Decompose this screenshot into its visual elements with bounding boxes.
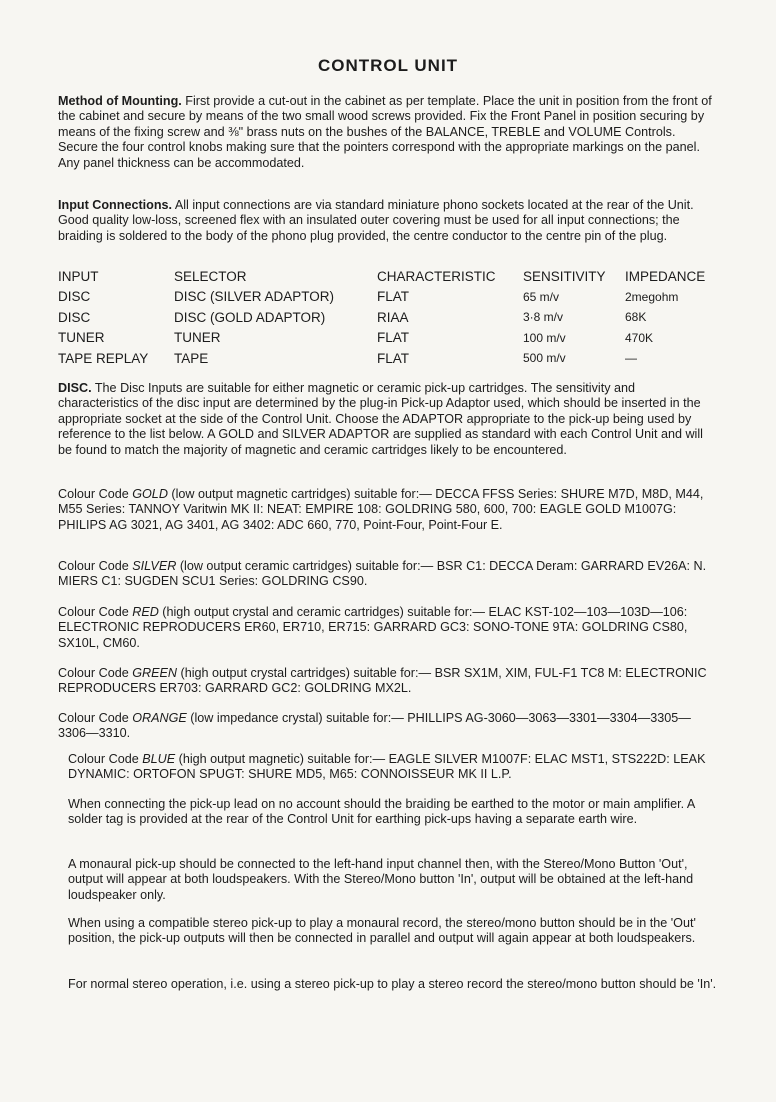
header-input: INPUT xyxy=(58,268,99,284)
header-sensitivity: SENSITIVITY xyxy=(523,268,606,284)
table-cell: DISC xyxy=(58,309,91,325)
colour-name: GREEN xyxy=(132,666,178,680)
colour-code-text: (high output crystal cartridges) suitable for:— BSR SX1M, XIM, FUL-F1 TC8 M: ELECTRONIC REPRODUCERS ER703: GARRARD GC2: GOLDRING MX2L. xyxy=(58,666,707,696)
page-title: CONTROL UNIT xyxy=(317,56,459,75)
colour-code-label: Colour Code xyxy=(58,666,133,680)
colour-code-blue xyxy=(68,752,726,783)
table-cell: — xyxy=(625,351,637,366)
colour-name: BLUE xyxy=(142,752,176,766)
note-text: A monaural pick-up should be connected to the left-hand input channel then, with the Stereo/Mono Button 'Out', output will appear at both loudspeakers. With the Stereo/Mono button 'In', output will be obtained at the left-hand loudspeaker only. xyxy=(68,857,694,902)
table-row xyxy=(58,328,728,349)
table-cell: 3·8 m/v xyxy=(523,310,564,325)
table-cell: DISC (SILVER ADAPTOR) xyxy=(174,289,335,305)
table-row xyxy=(58,348,728,369)
header-selector: SELECTOR xyxy=(174,268,247,284)
table-row xyxy=(58,307,728,328)
table-cell: RIAA xyxy=(377,309,409,325)
header-impedance: IMPEDANCE xyxy=(625,268,706,284)
table-cell: FLAT xyxy=(377,350,410,366)
colour-code-gold xyxy=(58,487,716,533)
colour-code-label: Colour Code xyxy=(58,605,133,619)
colour-code-text: (high output crystal and ceramic cartridges) suitable for:— ELAC KST-102—103—103D—106: ELECTRONIC REPRODUCERS ER60, ER710, ER715: GARRARD GC3: SONO-TONE 9TA: GOLDRING CS80, SX10L, CM60. xyxy=(58,605,688,650)
note-compatible-stereo xyxy=(68,916,726,947)
mounting-paragraph xyxy=(58,94,716,171)
input-connections-heading: Input Connections. xyxy=(58,198,173,212)
input-connections-paragraph xyxy=(58,198,716,244)
mounting-text: First provide a cut-out in the cabinet as per template. Place the unit in position from the front of the cabinet and secure by means of the two small wood screws provided. Fix the Front Panel in position securing by means of the fixing screw and ⅜" brass nuts on the bushes of the BALANCE, TREBLE and VOLUME Controls. Secure the four control knobs making sure that the pointers correspond with the appropriate markings on the panel. Any panel thickness can be accommodated. xyxy=(58,94,712,170)
table-cell: TUNER xyxy=(174,330,221,346)
colour-name: SILVER xyxy=(132,559,177,573)
table-cell: DISC xyxy=(58,289,91,305)
colour-code-orange xyxy=(58,711,716,742)
table-cell: 470K xyxy=(625,330,654,345)
colour-name: ORANGE xyxy=(132,711,187,725)
disc-text: The Disc Inputs are suitable for either magnetic or ceramic pick-up cartridges. The sensitivity and characteristics of the disc input are determined by the plug-in Pick-up Adaptor used, which should be inserted in the appropriate socket at the side of the Control Unit. Choose the ADAPTOR appropriate to the pick-up being used by reference to the list below. A GOLD and SILVER ADAPTOR are supplied as standard with each Control Unit and will be found to match the majority of magnetic and ceramic cartridges likely to be encountered. xyxy=(58,381,703,457)
note-earthing xyxy=(68,797,726,828)
colour-name: GOLD xyxy=(132,487,168,501)
mounting-heading: Method of Mounting. xyxy=(58,94,182,108)
disc-paragraph xyxy=(58,381,716,458)
colour-code-label: Colour Code xyxy=(58,559,133,573)
note-text: When connecting the pick-up lead on no account should the braiding be earthed to the motor or main amplifier. A solder tag is provided at the rear of the Control Unit for earthing pick-ups having a separate earth wire. xyxy=(68,797,695,827)
table-cell: 2megohm xyxy=(625,289,679,304)
disc-heading: DISC. xyxy=(58,381,92,395)
colour-code-label: Colour Code xyxy=(68,752,143,766)
note-text: When using a compatible stereo pick-up to play a monaural record, the stereo/mono button should be in the 'Out' position, the pick-up outputs will then be connected in parallel and output will again appear at both loudspeakers. xyxy=(68,916,696,946)
table-cell: 65 m/v xyxy=(523,289,560,304)
table-cell: DISC (GOLD ADAPTOR) xyxy=(174,309,326,325)
colour-code-text: (low output magnetic cartridges) suitable for:— DECCA FFSS Series: SHURE M7D, M8D, M44, M55 Series: TANNOY Varitwin MK II: NEAT: EMPIRE 108: GOLDRING 580, 600, 700: EAGLE GOLD M1007G: PHILIPS AG 3021, AG 3401, AG 3402: ADC 660, 770, Point-Four, Point-Four E. xyxy=(58,487,704,532)
colour-code-label: Colour Code xyxy=(58,711,133,725)
colour-code-green xyxy=(58,666,716,697)
table-cell: 500 m/v xyxy=(523,351,566,366)
table-cell: TAPE REPLAY xyxy=(58,350,149,366)
table-cell: TAPE xyxy=(174,350,209,366)
table-cell: 100 m/v xyxy=(523,330,566,345)
colour-code-text: (low impedance crystal) suitable for:— PHILLIPS AG-3060—3063—3301—3304—3305—3306—3310. xyxy=(58,711,691,741)
table-row xyxy=(58,287,728,308)
colour-code-text: (high output magnetic) suitable for:— EAGLE SILVER M1007F: ELAC MST1, STS222D: LEAK DYNAMIC: ORTOFON SPUGT: SHURE MD5, M65: CONNOISSEUR MK II L.P. xyxy=(68,752,706,782)
input-connections-text: All input connections are via standard miniature phono sockets located at the rear of the Unit. Good quality low-loss, screened flex with an insulated outer covering must be used for all input connections; the braiding is soldered to the body of the phono plug provided, the centre conductor to the centre pin of the plug. xyxy=(58,198,694,243)
note-monaural-pickup xyxy=(68,857,726,903)
header-characteristic: CHARACTERISTIC xyxy=(377,268,496,284)
note-text: For normal stereo operation, i.e. using a stereo pick-up to play a stereo record the stereo/mono button should be 'In'. xyxy=(68,977,717,991)
table-cell: TUNER xyxy=(58,330,105,346)
colour-name: RED xyxy=(132,605,159,619)
table-header-row xyxy=(58,266,728,287)
colour-code-red xyxy=(58,605,716,651)
colour-code-text: (low output ceramic cartridges) suitable for:— BSR C1: DECCA Deram: GARRARD EV26A: N. MIERS C1: SUGDEN SCU1 Series: GOLDRING CS90. xyxy=(58,559,707,589)
colour-code-silver xyxy=(58,559,716,590)
table-cell: FLAT xyxy=(377,330,410,346)
colour-code-label: Colour Code xyxy=(58,487,133,501)
table-cell: 68K xyxy=(625,310,647,325)
table-cell: FLAT xyxy=(377,289,410,305)
input-table xyxy=(58,266,728,369)
note-normal-stereo xyxy=(68,977,726,992)
